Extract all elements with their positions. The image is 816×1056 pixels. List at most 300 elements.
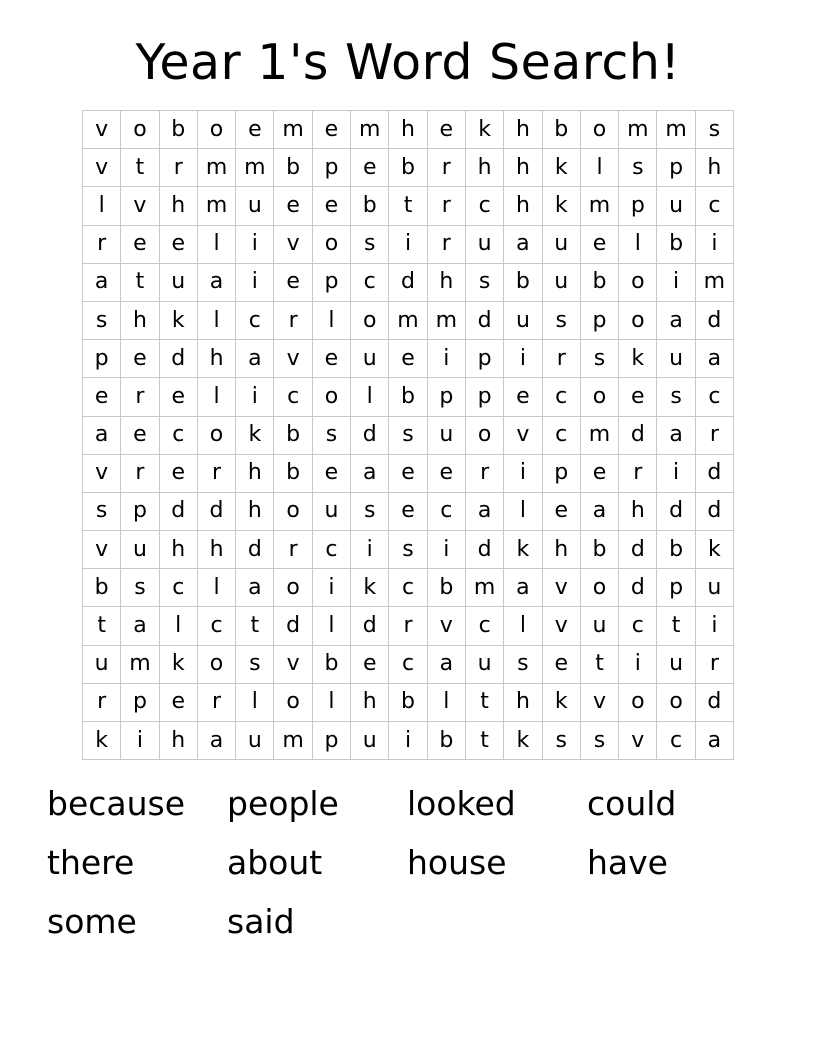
grid-cell[interactable]: h — [159, 722, 197, 760]
grid-cell[interactable]: k — [695, 531, 733, 569]
grid-cell[interactable]: h — [351, 683, 389, 721]
grid-cell[interactable]: l — [580, 149, 618, 187]
grid-cell[interactable]: e — [312, 111, 350, 149]
grid-cell[interactable]: a — [427, 645, 465, 683]
grid-cell[interactable]: e — [312, 187, 350, 225]
grid-cell[interactable]: e — [159, 683, 197, 721]
grid-cell[interactable]: l — [197, 378, 235, 416]
grid-cell[interactable]: o — [619, 301, 657, 339]
grid-cell[interactable]: r — [274, 531, 312, 569]
grid-cell[interactable]: a — [504, 225, 542, 263]
grid-cell[interactable]: m — [465, 569, 503, 607]
grid-cell[interactable]: r — [83, 225, 121, 263]
grid-cell[interactable]: r — [427, 149, 465, 187]
grid-cell[interactable]: m — [695, 263, 733, 301]
grid-cell[interactable]: d — [465, 301, 503, 339]
grid-cell[interactable]: m — [657, 111, 695, 149]
grid-cell[interactable]: t — [657, 607, 695, 645]
grid-row — [83, 111, 734, 149]
grid-cell[interactable]: b — [580, 263, 618, 301]
grid-row — [83, 263, 734, 301]
grid-cell[interactable]: i — [236, 263, 274, 301]
grid-cell[interactable]: c — [465, 607, 503, 645]
grid-cell[interactable]: o — [465, 416, 503, 454]
grid-cell[interactable]: t — [465, 722, 503, 760]
grid-cell[interactable]: h — [542, 531, 580, 569]
grid-cell[interactable]: c — [159, 416, 197, 454]
grid-cell[interactable]: i — [695, 225, 733, 263]
grid-cell[interactable]: d — [351, 416, 389, 454]
grid-cell[interactable]: s — [83, 492, 121, 530]
grid-cell[interactable]: i — [504, 454, 542, 492]
grid-cell[interactable]: v — [83, 149, 121, 187]
grid-cell[interactable]: s — [351, 492, 389, 530]
grid-cell[interactable]: i — [504, 340, 542, 378]
grid-cell[interactable]: t — [389, 187, 427, 225]
grid-cell[interactable]: o — [312, 378, 350, 416]
grid-cell[interactable]: e — [542, 492, 580, 530]
grid-cell[interactable]: a — [695, 340, 733, 378]
grid-cell[interactable]: b — [83, 569, 121, 607]
grid-cell[interactable]: u — [657, 645, 695, 683]
grid-cell[interactable]: s — [580, 340, 618, 378]
grid-cell[interactable]: o — [580, 569, 618, 607]
grid-cell[interactable]: b — [427, 569, 465, 607]
grid-cell[interactable]: c — [657, 722, 695, 760]
grid-cell[interactable]: r — [695, 645, 733, 683]
grid-cell[interactable]: e — [389, 454, 427, 492]
grid-cell[interactable]: a — [465, 492, 503, 530]
grid-cell[interactable]: v — [542, 607, 580, 645]
grid-cell[interactable]: e — [83, 378, 121, 416]
grid-cell[interactable]: m — [427, 301, 465, 339]
grid-cell[interactable]: d — [657, 492, 695, 530]
grid-cell[interactable]: v — [427, 607, 465, 645]
grid-cell[interactable]: d — [695, 454, 733, 492]
grid-cell[interactable]: u — [312, 492, 350, 530]
grid-cell[interactable]: c — [695, 378, 733, 416]
grid-cell[interactable]: b — [351, 187, 389, 225]
grid-cell[interactable]: d — [351, 607, 389, 645]
grid-cell[interactable]: r — [121, 454, 159, 492]
grid-cell[interactable]: o — [619, 263, 657, 301]
grid-cell[interactable]: d — [695, 683, 733, 721]
grid-cell[interactable]: e — [542, 645, 580, 683]
grid-cell[interactable]: o — [197, 111, 235, 149]
grid-cell[interactable]: a — [657, 301, 695, 339]
grid-cell[interactable]: i — [427, 340, 465, 378]
grid-cell[interactable]: e — [159, 454, 197, 492]
grid-cell[interactable]: v — [83, 454, 121, 492]
grid-cell[interactable]: p — [619, 187, 657, 225]
grid-cell[interactable]: e — [427, 454, 465, 492]
grid-cell[interactable]: v — [121, 187, 159, 225]
grid-cell[interactable]: b — [312, 645, 350, 683]
grid-cell[interactable]: k — [159, 301, 197, 339]
grid-cell[interactable]: r — [121, 378, 159, 416]
grid-cell[interactable]: k — [236, 416, 274, 454]
grid-cell[interactable]: i — [236, 378, 274, 416]
grid-cell[interactable]: e — [159, 378, 197, 416]
grid-cell[interactable]: u — [657, 187, 695, 225]
grid-cell[interactable]: r — [197, 683, 235, 721]
grid-cell[interactable]: l — [312, 683, 350, 721]
grid-cell[interactable]: u — [83, 645, 121, 683]
grid-cell[interactable]: e — [580, 225, 618, 263]
grid-cell[interactable]: i — [389, 722, 427, 760]
grid-cell[interactable]: s — [657, 378, 695, 416]
grid-cell[interactable]: e — [159, 225, 197, 263]
grid-cell[interactable]: s — [580, 722, 618, 760]
grid-cell[interactable]: r — [83, 683, 121, 721]
grid-cell[interactable]: p — [657, 149, 695, 187]
grid-cell[interactable]: m — [121, 645, 159, 683]
grid-cell[interactable]: h — [504, 187, 542, 225]
grid-cell[interactable]: r — [197, 454, 235, 492]
grid-cell[interactable]: k — [542, 187, 580, 225]
grid-cell[interactable]: s — [83, 301, 121, 339]
grid-cell[interactable]: k — [542, 149, 580, 187]
grid-cell[interactable]: a — [657, 416, 695, 454]
grid-cell[interactable]: o — [274, 569, 312, 607]
grid-cell[interactable]: c — [542, 416, 580, 454]
grid-cell[interactable]: l — [312, 607, 350, 645]
grid-cell[interactable]: e — [236, 111, 274, 149]
grid-cell[interactable]: s — [465, 263, 503, 301]
grid-cell[interactable]: b — [274, 149, 312, 187]
grid-cell[interactable]: d — [695, 492, 733, 530]
grid-cell[interactable]: r — [389, 607, 427, 645]
grid-cell[interactable]: l — [159, 607, 197, 645]
grid-cell[interactable]: d — [159, 492, 197, 530]
grid-cell[interactable]: s — [121, 569, 159, 607]
grid-cell[interactable]: a — [236, 340, 274, 378]
grid-cell[interactable]: o — [274, 492, 312, 530]
grid-cell[interactable]: p — [312, 263, 350, 301]
grid-cell[interactable]: l — [197, 569, 235, 607]
grid-cell[interactable]: r — [695, 416, 733, 454]
grid-cell[interactable]: h — [465, 149, 503, 187]
grid-cell[interactable]: p — [83, 340, 121, 378]
grid-cell[interactable]: h — [197, 531, 235, 569]
grid-row — [83, 378, 734, 416]
grid-cell[interactable]: l — [312, 301, 350, 339]
grid-cell[interactable]: b — [274, 416, 312, 454]
grid-cell[interactable]: c — [695, 187, 733, 225]
grid-cell[interactable]: r — [274, 301, 312, 339]
grid-cell[interactable]: i — [351, 531, 389, 569]
grid-cell[interactable]: u — [427, 416, 465, 454]
grid-cell[interactable]: a — [121, 607, 159, 645]
grid-cell[interactable]: e — [121, 225, 159, 263]
grid-cell[interactable]: e — [580, 454, 618, 492]
grid-cell[interactable]: u — [159, 263, 197, 301]
grid-cell[interactable]: u — [465, 225, 503, 263]
grid-cell[interactable]: p — [121, 683, 159, 721]
grid-cell[interactable]: l — [504, 607, 542, 645]
grid-cell[interactable]: d — [619, 531, 657, 569]
grid-cell[interactable]: p — [121, 492, 159, 530]
grid-cell[interactable]: h — [159, 187, 197, 225]
grid-cell[interactable]: d — [619, 416, 657, 454]
grid-cell[interactable]: i — [236, 225, 274, 263]
grid-cell[interactable]: h — [197, 340, 235, 378]
grid-cell[interactable]: o — [121, 111, 159, 149]
grid-cell[interactable]: u — [542, 263, 580, 301]
grid-cell[interactable]: s — [542, 301, 580, 339]
grid-cell[interactable]: r — [465, 454, 503, 492]
grid-cell[interactable]: e — [351, 149, 389, 187]
grid-cell[interactable]: m — [274, 722, 312, 760]
grid-cell[interactable]: c — [465, 187, 503, 225]
grid-cell[interactable]: v — [580, 683, 618, 721]
grid-cell[interactable]: s — [695, 111, 733, 149]
grid-cell[interactable]: b — [542, 111, 580, 149]
grid-cell[interactable]: u — [351, 722, 389, 760]
grid-cell[interactable]: o — [197, 645, 235, 683]
grid-cell[interactable]: s — [351, 225, 389, 263]
grid-cell[interactable]: u — [236, 722, 274, 760]
grid-cell[interactable]: p — [427, 378, 465, 416]
grid-cell[interactable]: u — [121, 531, 159, 569]
grid-cell[interactable]: k — [83, 722, 121, 760]
grid-cell[interactable]: m — [197, 187, 235, 225]
grid-cell[interactable]: d — [197, 492, 235, 530]
grid-cell[interactable]: h — [504, 111, 542, 149]
grid-cell[interactable]: c — [542, 378, 580, 416]
grid-cell[interactable]: e — [312, 340, 350, 378]
grid-cell[interactable]: e — [121, 416, 159, 454]
grid-cell[interactable]: b — [580, 531, 618, 569]
grid-row — [83, 225, 734, 263]
grid-cell[interactable]: l — [619, 225, 657, 263]
grid-cell[interactable]: i — [657, 454, 695, 492]
grid-cell[interactable]: o — [351, 301, 389, 339]
grid-cell[interactable]: p — [312, 722, 350, 760]
grid-cell[interactable]: s — [236, 645, 274, 683]
grid-cell[interactable]: b — [504, 263, 542, 301]
grid-cell[interactable]: a — [580, 492, 618, 530]
grid-cell[interactable]: k — [351, 569, 389, 607]
grid-cell[interactable]: c — [427, 492, 465, 530]
grid-cell[interactable]: h — [389, 111, 427, 149]
grid-cell[interactable]: v — [619, 722, 657, 760]
grid-cell[interactable]: e — [389, 492, 427, 530]
grid-cell[interactable]: t — [465, 683, 503, 721]
word-list-item: house — [407, 843, 507, 882]
grid-cell[interactable]: e — [274, 187, 312, 225]
grid-cell[interactable]: e — [389, 340, 427, 378]
grid-cell[interactable]: i — [121, 722, 159, 760]
word-list-item: could — [587, 784, 677, 823]
grid-cell[interactable]: m — [389, 301, 427, 339]
grid-cell[interactable]: o — [580, 378, 618, 416]
grid-cell[interactable]: r — [427, 225, 465, 263]
grid-cell[interactable]: h — [427, 263, 465, 301]
grid-cell[interactable]: d — [274, 607, 312, 645]
grid-cell[interactable]: s — [504, 645, 542, 683]
grid-cell[interactable]: c — [389, 569, 427, 607]
grid-cell[interactable]: o — [619, 683, 657, 721]
grid-cell[interactable]: e — [351, 645, 389, 683]
grid-cell[interactable]: i — [657, 263, 695, 301]
grid-cell[interactable]: a — [351, 454, 389, 492]
grid-cell[interactable]: o — [657, 683, 695, 721]
grid-cell[interactable]: h — [236, 492, 274, 530]
grid-cell[interactable]: a — [695, 722, 733, 760]
grid-cell[interactable]: u — [695, 569, 733, 607]
grid-cell[interactable]: v — [542, 569, 580, 607]
grid-cell[interactable]: t — [121, 263, 159, 301]
grid-cell[interactable]: c — [619, 607, 657, 645]
grid-cell[interactable]: b — [657, 531, 695, 569]
grid-cell[interactable]: u — [236, 187, 274, 225]
grid-cell[interactable]: h — [619, 492, 657, 530]
grid-cell[interactable]: a — [83, 416, 121, 454]
grid-cell[interactable]: p — [465, 378, 503, 416]
grid-cell[interactable]: k — [504, 531, 542, 569]
grid-cell[interactable]: k — [465, 111, 503, 149]
grid-cell[interactable]: m — [619, 111, 657, 149]
grid-cell[interactable]: r — [619, 454, 657, 492]
grid-cell[interactable]: c — [236, 301, 274, 339]
grid-cell[interactable]: m — [197, 149, 235, 187]
grid-cell[interactable]: u — [465, 645, 503, 683]
grid-cell[interactable]: c — [197, 607, 235, 645]
grid-cell[interactable]: i — [389, 225, 427, 263]
grid-cell[interactable]: a — [236, 569, 274, 607]
grid-cell[interactable]: d — [619, 569, 657, 607]
grid-cell[interactable]: t — [236, 607, 274, 645]
grid-cell[interactable]: m — [351, 111, 389, 149]
grid-cell[interactable]: h — [504, 149, 542, 187]
grid-cell[interactable]: p — [312, 149, 350, 187]
grid-cell[interactable]: m — [580, 187, 618, 225]
grid-cell[interactable]: b — [159, 111, 197, 149]
grid-cell[interactable]: c — [159, 569, 197, 607]
grid-cell[interactable]: u — [580, 607, 618, 645]
grid-cell[interactable]: o — [274, 683, 312, 721]
grid-cell[interactable]: d — [236, 531, 274, 569]
grid-cell[interactable]: l — [197, 225, 235, 263]
word-list-item: looked — [407, 784, 516, 823]
grid-cell[interactable]: m — [580, 416, 618, 454]
grid-cell[interactable]: i — [312, 569, 350, 607]
grid-cell[interactable]: v — [83, 111, 121, 149]
grid-cell[interactable]: t — [83, 607, 121, 645]
grid-cell[interactable]: r — [542, 340, 580, 378]
grid-cell[interactable]: e — [274, 263, 312, 301]
grid-cell[interactable]: c — [389, 645, 427, 683]
grid-cell[interactable]: s — [542, 722, 580, 760]
grid-cell[interactable]: r — [159, 149, 197, 187]
grid-cell[interactable]: h — [121, 301, 159, 339]
word-list-item: because — [47, 784, 186, 823]
grid-cell[interactable]: d — [465, 531, 503, 569]
grid-cell[interactable]: c — [351, 263, 389, 301]
grid-cell[interactable]: o — [580, 111, 618, 149]
grid-cell[interactable]: k — [159, 645, 197, 683]
grid-cell[interactable]: s — [619, 149, 657, 187]
grid-cell[interactable]: p — [580, 301, 618, 339]
grid-cell[interactable]: v — [274, 225, 312, 263]
grid-cell[interactable]: v — [504, 416, 542, 454]
grid-cell[interactable]: i — [427, 531, 465, 569]
grid-cell[interactable]: i — [619, 645, 657, 683]
grid-row — [83, 722, 734, 760]
grid-cell[interactable]: b — [427, 722, 465, 760]
grid-cell[interactable]: b — [389, 378, 427, 416]
grid-cell[interactable]: b — [657, 225, 695, 263]
grid-cell[interactable]: h — [159, 531, 197, 569]
grid-cell[interactable]: d — [159, 340, 197, 378]
grid-cell[interactable]: p — [657, 569, 695, 607]
grid-row — [83, 569, 734, 607]
grid-cell[interactable]: b — [274, 454, 312, 492]
grid-cell[interactable]: h — [236, 454, 274, 492]
grid-cell[interactable]: v — [83, 531, 121, 569]
word-list-item: there — [47, 843, 135, 882]
grid-cell[interactable]: c — [274, 378, 312, 416]
grid-cell[interactable]: i — [695, 607, 733, 645]
grid-cell[interactable]: a — [83, 263, 121, 301]
grid-cell[interactable]: a — [197, 263, 235, 301]
grid-cell[interactable]: s — [312, 416, 350, 454]
grid-cell[interactable]: u — [351, 340, 389, 378]
grid-cell[interactable]: e — [312, 454, 350, 492]
grid-cell[interactable]: e — [619, 378, 657, 416]
grid-cell[interactable]: u — [504, 301, 542, 339]
grid-cell[interactable]: l — [197, 301, 235, 339]
grid-cell[interactable]: h — [695, 149, 733, 187]
grid-cell[interactable]: e — [427, 111, 465, 149]
grid-cell[interactable]: l — [236, 683, 274, 721]
grid-cell[interactable]: s — [389, 531, 427, 569]
grid-cell[interactable]: c — [312, 531, 350, 569]
grid-cell[interactable]: b — [389, 683, 427, 721]
grid-cell[interactable]: d — [389, 263, 427, 301]
grid-cell[interactable]: e — [504, 378, 542, 416]
grid-cell[interactable]: t — [580, 645, 618, 683]
grid-cell[interactable]: a — [197, 722, 235, 760]
grid-cell[interactable]: l — [83, 187, 121, 225]
grid-cell[interactable]: b — [389, 149, 427, 187]
grid-cell[interactable]: l — [427, 683, 465, 721]
grid-cell[interactable]: p — [465, 340, 503, 378]
grid-cell[interactable]: v — [274, 340, 312, 378]
grid-cell[interactable]: k — [619, 340, 657, 378]
grid-cell[interactable]: u — [657, 340, 695, 378]
grid-cell[interactable]: l — [504, 492, 542, 530]
grid-cell[interactable]: k — [504, 722, 542, 760]
grid-cell[interactable]: t — [121, 149, 159, 187]
grid-cell[interactable]: a — [504, 569, 542, 607]
grid-cell[interactable]: l — [351, 378, 389, 416]
grid-cell[interactable]: p — [542, 454, 580, 492]
grid-cell[interactable]: e — [121, 340, 159, 378]
grid-cell[interactable]: m — [236, 149, 274, 187]
grid-cell[interactable]: v — [274, 645, 312, 683]
grid-cell[interactable]: o — [197, 416, 235, 454]
grid-cell[interactable]: d — [695, 301, 733, 339]
grid-cell[interactable]: k — [542, 683, 580, 721]
grid-cell[interactable]: r — [427, 187, 465, 225]
grid-cell[interactable]: o — [312, 225, 350, 263]
grid-cell[interactable]: m — [274, 111, 312, 149]
grid-cell[interactable]: s — [389, 416, 427, 454]
grid-cell[interactable]: h — [504, 683, 542, 721]
grid-cell[interactable]: u — [542, 225, 580, 263]
